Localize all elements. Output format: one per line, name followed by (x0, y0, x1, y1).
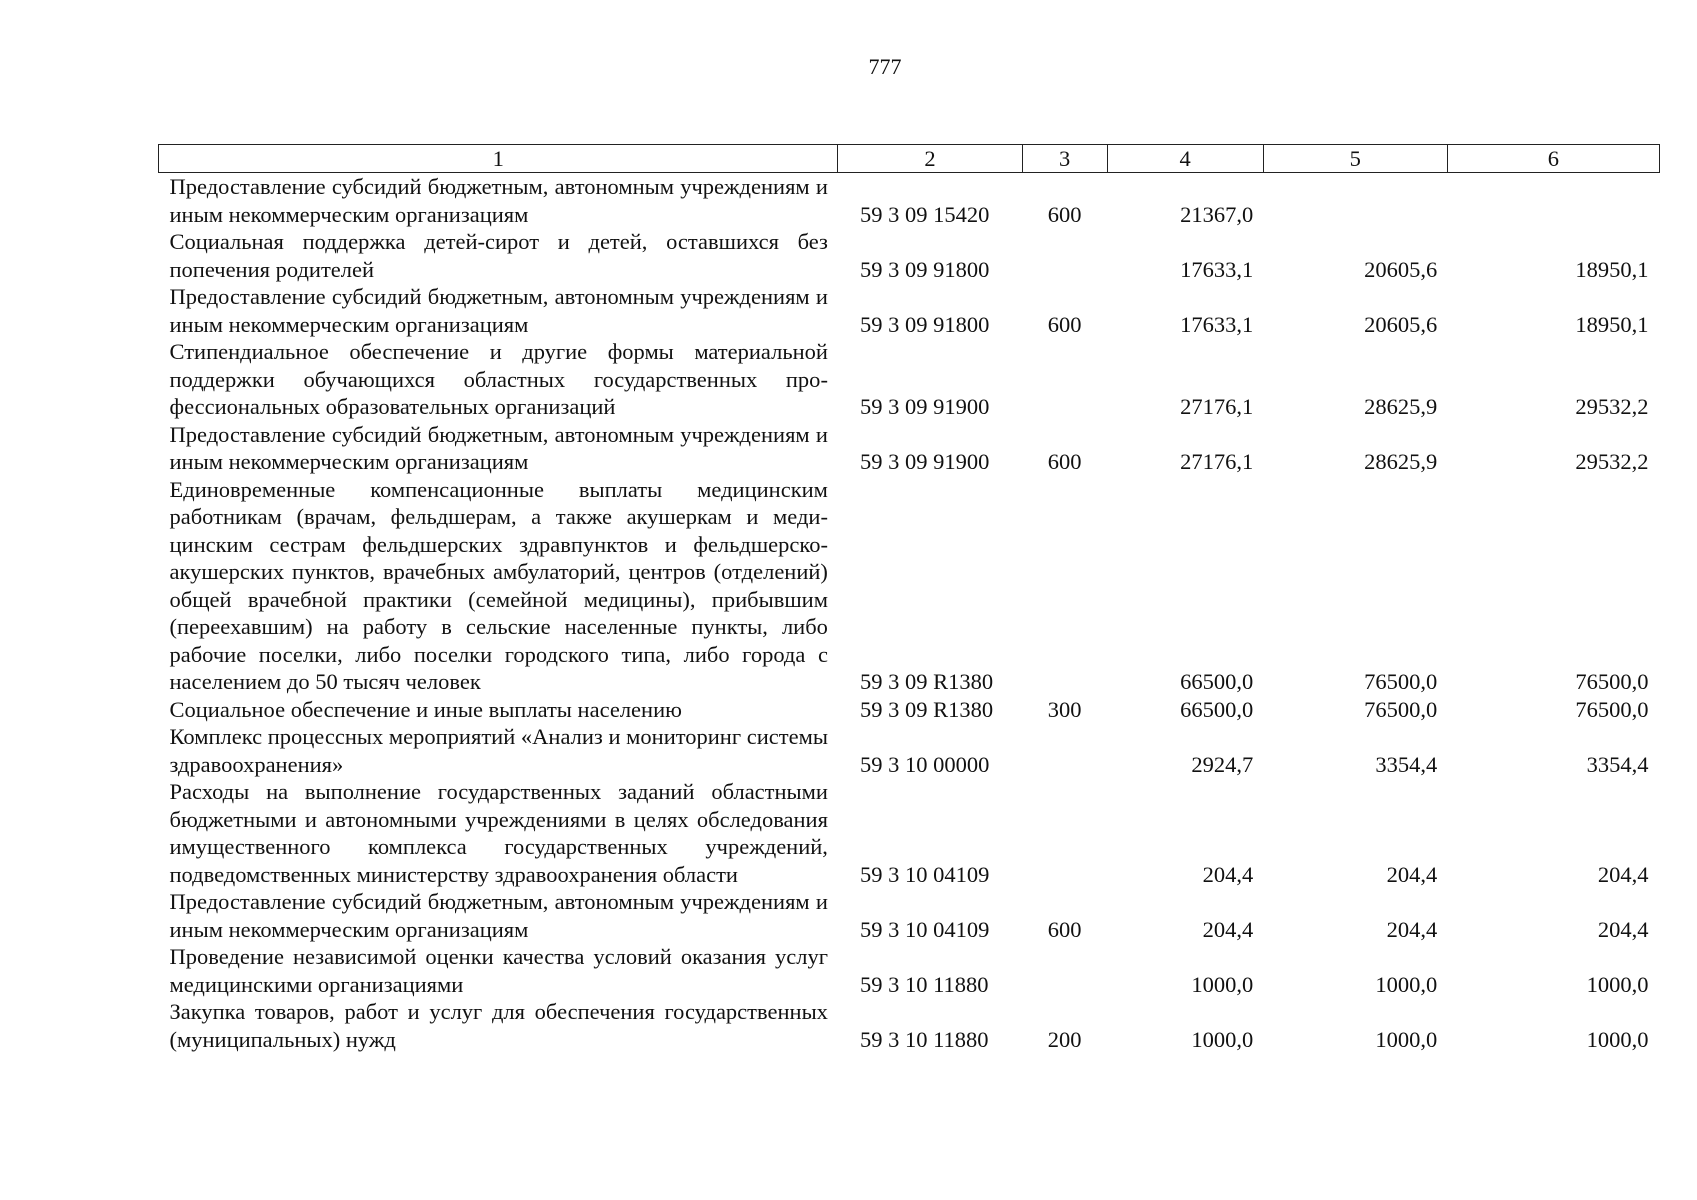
table-row (159, 696, 1660, 724)
row-description: Предоставление субсидий бюджетным, автономным учреждениям и иным некоммерческим организациям (169, 174, 828, 227)
row-value-col4: 21367,0 (1180, 201, 1254, 227)
row-value-col4: 27176,1 (1180, 394, 1254, 419)
row-expense-type: 600 (1047, 201, 1082, 227)
row-value-col6: 18950,1 (1575, 311, 1649, 337)
row-expense-type (1022, 228, 1107, 283)
row-expense-type (1022, 723, 1107, 778)
table-row (159, 228, 1660, 283)
row-value-col4: 17633,1 (1180, 311, 1254, 337)
row-code: 59 3 10 11880 (859, 971, 989, 997)
row-value-col5: 204,4 (1386, 861, 1438, 887)
table-row (159, 173, 1660, 229)
row-expense-type: 600 (1047, 449, 1082, 474)
column-header-3: 3 (1022, 145, 1107, 173)
budget-table (158, 144, 1660, 1053)
row-description: Социальное обеспечение и иные выплаты населению (169, 696, 682, 722)
row-expense-type (1022, 778, 1107, 888)
column-header-1: 1 (159, 145, 838, 173)
table-row (159, 723, 1660, 778)
row-value-col6 (1447, 173, 1659, 229)
row-value-col4: 1000,0 (1191, 971, 1254, 997)
row-value-col4: 1000,0 (1191, 1026, 1254, 1052)
row-code: 59 3 09 91800 (859, 311, 990, 337)
page-number: 777 (868, 54, 902, 79)
row-value-col5: 1000,0 (1375, 1026, 1438, 1052)
row-value-col6: 1000,0 (1586, 971, 1649, 997)
row-value-col5: 3354,4 (1375, 751, 1438, 777)
header-row (159, 145, 1660, 173)
row-expense-type: 300 (1047, 696, 1082, 722)
row-description: Социальная поддержка детей-сирот и детей, оставшихся без попечения родителей (169, 229, 828, 282)
row-expense-type: 200 (1047, 1026, 1082, 1052)
row-value-col6: 204,4 (1597, 861, 1649, 887)
row-expense-type: 600 (1047, 311, 1082, 337)
row-value-col6: 18950,1 (1575, 256, 1649, 282)
column-header-4: 4 (1107, 145, 1263, 173)
row-value-col6: 1000,0 (1586, 1026, 1649, 1052)
row-value-col5: 20605,6 (1364, 256, 1438, 282)
row-code: 59 3 10 04109 (859, 916, 990, 942)
row-code: 59 3 09 R1380 (859, 696, 994, 722)
table-row (159, 778, 1660, 888)
row-description: Стипендиальное обеспечение и другие формы материальной поддержки обучающихся областных государственных профессиональных образовательных организаций (169, 339, 828, 419)
row-value-col5: 204,4 (1386, 916, 1438, 942)
row-value-col6: 29532,2 (1575, 449, 1649, 474)
row-value-col6: 29532,2 (1575, 394, 1649, 419)
row-value-col6: 76500,0 (1575, 696, 1649, 722)
table-row (159, 998, 1660, 1053)
row-value-col5: 28625,9 (1364, 394, 1438, 419)
row-description: Комплекс процессных мероприятий «Анализ и мониторинг системы здравоохранения» (169, 724, 828, 777)
row-value-col5: 76500,0 (1364, 696, 1438, 722)
row-value-col5: 20605,6 (1364, 311, 1438, 337)
column-header-2: 2 (838, 145, 1022, 173)
row-description: Проведение независимой оценки качества условий оказания услуг медицинскими организациями (169, 944, 828, 997)
row-value-col4: 204,4 (1202, 916, 1254, 942)
row-expense-type (1022, 338, 1107, 421)
table-row (159, 888, 1660, 943)
row-expense-type: 600 (1047, 916, 1082, 942)
row-code: 59 3 09 91800 (859, 256, 990, 282)
row-expense-type (1022, 476, 1107, 696)
row-code: 59 3 10 04109 (859, 861, 990, 887)
row-value-col4: 27176,1 (1180, 449, 1254, 474)
table-row (159, 338, 1660, 421)
row-value-col4: 17633,1 (1180, 256, 1254, 282)
row-code: 59 3 09 15420 (859, 201, 990, 227)
row-value-col5: 76500,0 (1364, 669, 1438, 694)
table-row (159, 943, 1660, 998)
row-code: 59 3 09 R1380 (859, 669, 994, 694)
table-row (159, 421, 1660, 476)
row-value-col6: 204,4 (1597, 916, 1649, 942)
column-header-6: 6 (1447, 145, 1659, 173)
table-row (159, 476, 1660, 696)
row-value-col5: 1000,0 (1375, 971, 1438, 997)
row-value-col5: 28625,9 (1364, 449, 1438, 474)
row-expense-type (1022, 943, 1107, 998)
row-description: Расходы на выполнение государственных заданий областными бюджетными и автономными учреждениями в целях обследования имущественного комплекса государственных учреждений, подведомственных министерству здравоохранения области (169, 779, 828, 887)
row-value-col4: 2924,7 (1191, 751, 1254, 777)
row-code: 59 3 10 11880 (859, 1026, 989, 1052)
row-value-col4: 66500,0 (1180, 669, 1254, 694)
row-code: 59 3 09 91900 (859, 394, 990, 419)
column-header-5: 5 (1263, 145, 1447, 173)
row-value-col4: 204,4 (1202, 861, 1254, 887)
row-description: Предоставление субсидий бюджетным, автономным учреждениям и иным некоммерческим организациям (169, 889, 828, 942)
row-code: 59 3 10 00000 (859, 751, 990, 777)
row-value-col5 (1263, 173, 1447, 229)
table-row (159, 283, 1660, 338)
row-description: Предоставление субсидий бюджетным, автономным учреждениям и иным некоммерческим организациям (169, 284, 828, 337)
row-description: Предоставление субсидий бюджетным, автономным учреждениям и иным некоммерческим организациям (169, 421, 828, 474)
row-description: Единовременные компенсационные выплаты медицинским работникам (врачам, фельдшерам, а также акушеркам и медицинским сестрам фельдшерских здравпунктов и фельдшерско-акушерских пунктов, врачебных амбулаторий, центров (отделений) общей врачебной практики (семейной медицины), прибывшим (переехавшим) на работу в сельские населенные пункты, либо рабочие поселки, либо поселки городского типа, либо города с населением до 50 тысяч человек (169, 476, 828, 694)
table-header (159, 145, 1660, 173)
row-code: 59 3 09 91900 (859, 449, 990, 474)
table-body (159, 173, 1660, 1054)
row-description: Закупка товаров, работ и услуг для обеспечения государственных (муниципальных) нужд (169, 999, 828, 1052)
row-value-col6: 3354,4 (1586, 751, 1649, 777)
row-value-col6: 76500,0 (1575, 669, 1649, 694)
row-value-col4: 66500,0 (1180, 696, 1254, 722)
